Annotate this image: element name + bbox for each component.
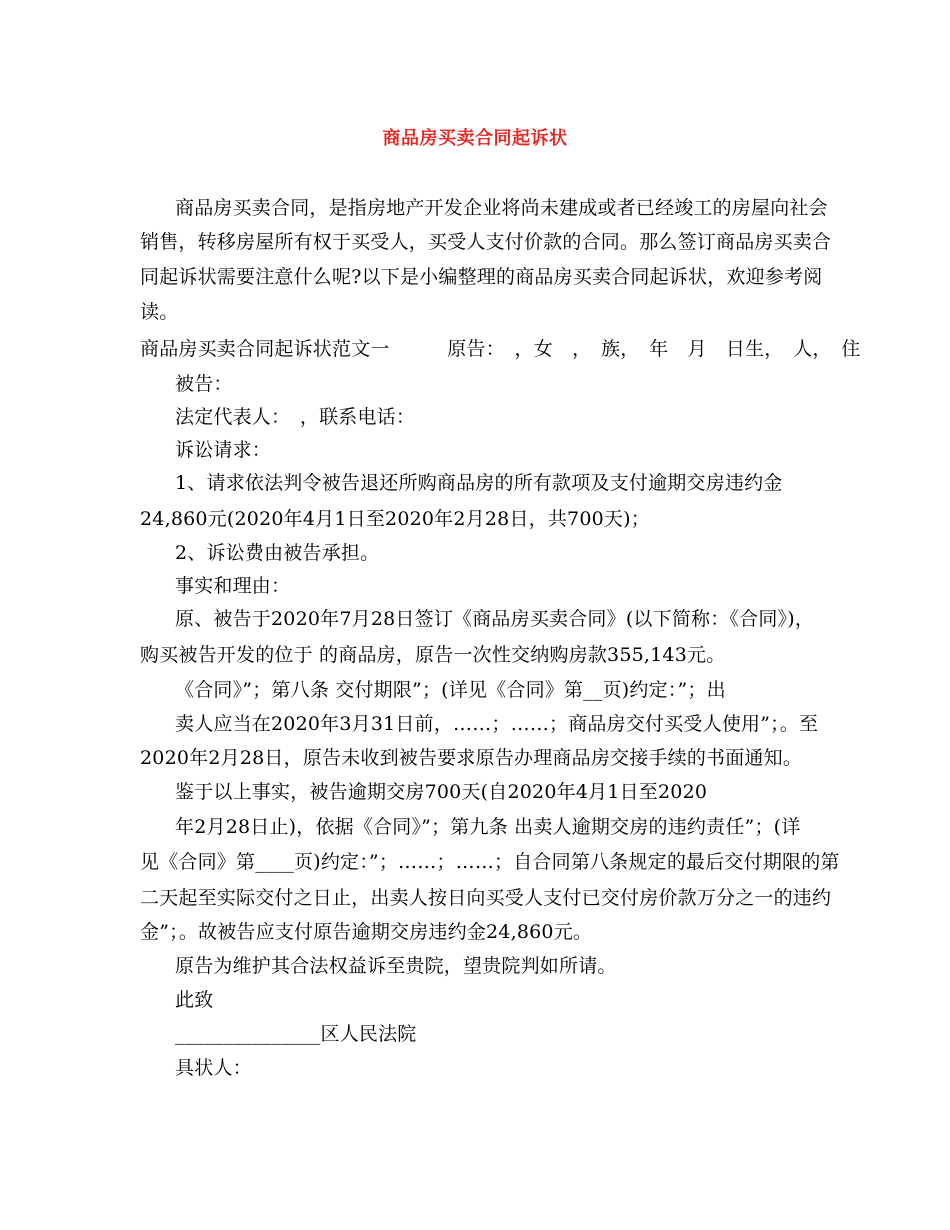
paragraph-line: 鉴于以上事实，被告逾期交房700天(自2020年4月1日至2020 (175, 781, 708, 803)
paragraph-line: 2020年2月28日，原告未收到被告要求原告办理商品房交接手续的书面通知。 (140, 747, 803, 769)
paragraph-line: 原、被告于2020年7月28日签订《商品房买卖合同》(以下简称：《合同》)， (175, 608, 815, 630)
paragraph-line: 卖人应当在2020年3月31日前，……；……；商品房交付买受人使用”；。至 (175, 713, 819, 735)
paragraph-line: 见《合同》第____页)约定：”；……；……；自合同第八条规定的最后交付期限的第 (140, 851, 840, 873)
paragraph-line: 读。 (140, 301, 179, 323)
paragraph-line: 商品房买卖合同起诉状范文一 原告： ，女 ， 族， 年 月 日生， 人， 住 (140, 338, 861, 360)
paragraph-line: 金”；。故被告应支付原告逾期交房违约金24,860元。 (140, 921, 593, 943)
paragraph-line: 2、诉讼费由被告承担。 (175, 542, 380, 564)
paragraph-line: 商品房买卖合同，是指房地产开发企业将尚未建成或者已经竣工的房屋向社会 (175, 197, 828, 219)
paragraph-line: 诉讼请求： (175, 439, 272, 461)
paragraph-line: 此致 (175, 989, 214, 1011)
paragraph-line: 购买被告开发的位于 的商品房，原告一次性交纳购房款355,143元。 (140, 644, 726, 666)
paragraph-line: 1、请求依法判令被告退还所购商品房的所有款项及支付逾期交房违约金 (175, 472, 783, 494)
document-title: 商品房买卖合同起诉状 (382, 128, 568, 149)
paragraph-line: 二天起至实际交付之日止，出卖人按日向买受人支付已交付房价款万分之一的违约 (140, 887, 832, 909)
paragraph-line: 法定代表人： ，联系电话： (175, 406, 416, 428)
paragraph-line: 24,860元(2020年4月1日至2020年2月28日，共700天)； (140, 508, 650, 530)
paragraph-line: 具状人： (175, 1057, 252, 1079)
paragraph-line: _______________区人民法院 (175, 1023, 417, 1045)
paragraph-line: 《合同》”；第八条 交付期限”；(详见《合同》第__页)约定：”；出 (175, 679, 726, 701)
paragraph-line: 被告： (175, 373, 233, 395)
paragraph-line: 事实和理由： (175, 575, 291, 597)
paragraph-line: 销售，转移房屋所有权于买受人，买受人支付价款的合同。那么签订商品房买卖合 (140, 231, 832, 253)
paragraph-line: 同起诉状需要注意什么呢?以下是小编整理的商品房买卖合同起诉状，欢迎参考阅 (140, 266, 823, 288)
paragraph-line: 年2月28日止)，依据《合同》”；第九条 出卖人逾期交房的违约责任”；(详 (175, 816, 801, 838)
paragraph-line: 原告为维护其合法权益诉至贵院，望贵院判如所请。 (175, 955, 617, 977)
